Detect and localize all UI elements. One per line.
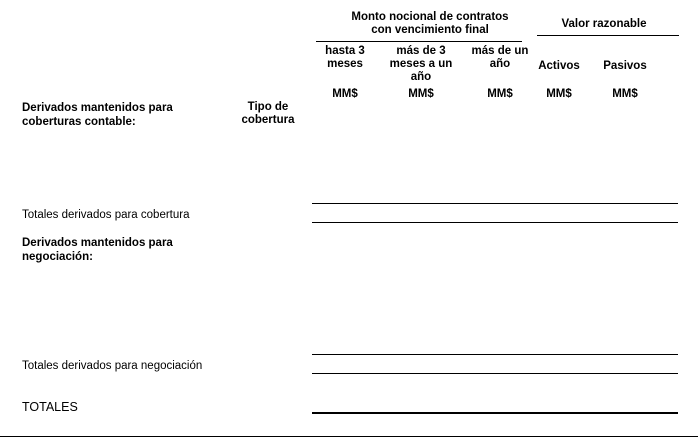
row-label-totales-line1: TOTALES — [22, 400, 78, 414]
row-label-totales-derivados-negociacion — [22, 359, 282, 373]
total-rule-cobertura-bottom — [312, 222, 678, 223]
row-label-totales-derivados-cobertura — [22, 208, 262, 222]
row-label-derivados-cobertura-contable — [22, 101, 222, 129]
column-unit-mas-de-un-ano: MM$ — [487, 88, 513, 100]
column-head-hasta-3-meses-line2: meses — [327, 58, 363, 70]
header-rule-fair-value — [537, 35, 679, 36]
header-rule-notional — [316, 41, 522, 42]
header-group-notional-line1: Monto nocional de contratos — [351, 11, 509, 23]
header-group-fair-value — [528, 18, 680, 31]
column-unit-mas-de-3-meses: MM$ — [408, 88, 434, 100]
row-label-derivados-negociacion-line1: Derivados mantenidos para — [22, 237, 173, 249]
column-unit-activos: MM$ — [546, 88, 572, 100]
header-group-notional-line2: con vencimiento final — [371, 24, 489, 36]
total-rule-totales — [312, 412, 678, 414]
column-head-hasta-3-meses-line1: hasta 3 — [325, 45, 365, 57]
column-head-activos — [526, 60, 592, 73]
header-group-notional — [310, 11, 550, 37]
column-head-activos-line1: Activos — [538, 60, 580, 72]
column-head-mas-de-3-meses-line2: meses a un — [389, 58, 453, 70]
column-head-pasivos — [592, 60, 658, 73]
row-label-totales — [22, 400, 222, 414]
row-label-derivados-cobertura-contable-line1: Derivados mantenidos para — [22, 102, 173, 114]
column-head-mas-de-3-meses-line3: año — [410, 71, 432, 83]
column-head-tipo-cobertura — [228, 101, 318, 127]
header-group-fair-value-line1: Valor razonable — [561, 18, 647, 30]
column-head-tipo-cobertura-line1: Tipo de — [247, 101, 289, 113]
total-rule-negociacion-bottom — [312, 373, 678, 374]
row-label-derivados-cobertura-contable-line2: coberturas contable: — [22, 116, 136, 128]
total-rule-negociacion-top — [312, 354, 678, 355]
row-label-totales-derivados-cobertura-line1: Totales derivados para cobertura — [22, 209, 190, 221]
column-head-mas-de-un-ano-line2: año — [489, 58, 511, 70]
column-head-tipo-cobertura-line2: cobertura — [241, 114, 295, 126]
column-head-hasta-3-meses — [312, 45, 378, 71]
column-head-mas-de-un-ano-line1: más de un — [471, 45, 529, 57]
column-head-mas-de-3-meses-line1: más de 3 — [396, 45, 446, 57]
total-rule-cobertura-top — [312, 203, 678, 204]
column-unit-pasivos: MM$ — [612, 88, 638, 100]
row-label-derivados-negociacion-line2: negociación: — [22, 251, 93, 263]
row-label-totales-derivados-negociacion-line1: Totales derivados para negociación — [22, 360, 203, 372]
row-label-derivados-negociacion — [22, 236, 222, 264]
column-head-pasivos-line1: Pasivos — [603, 60, 647, 72]
column-head-mas-de-3-meses — [380, 45, 462, 84]
column-unit-hasta-3-meses: MM$ — [332, 88, 358, 100]
page-bottom-rule — [0, 436, 698, 437]
